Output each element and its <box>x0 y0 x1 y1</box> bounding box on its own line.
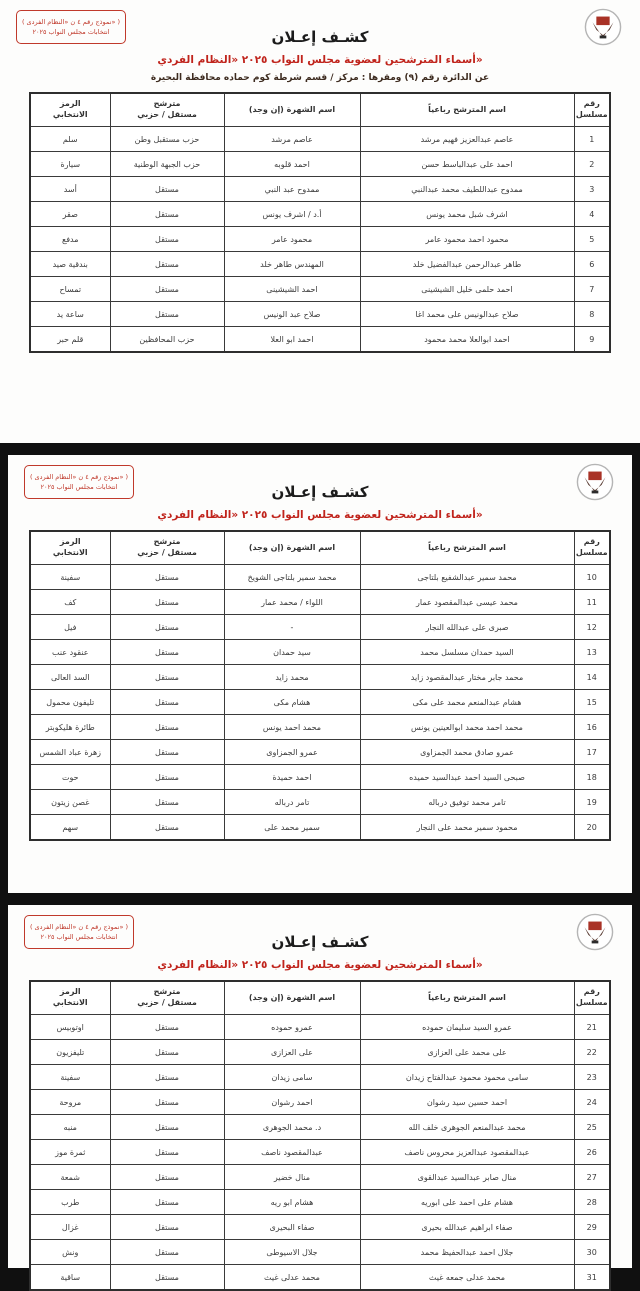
cell-party: مستقل <box>110 640 224 665</box>
cell-name: طاهر عبدالرحمن عبدالفضيل خلد <box>360 252 574 277</box>
col-serial: رقم مسلسل <box>574 981 610 1015</box>
col-serial: رقم مسلسل <box>574 531 610 565</box>
cell-symbol: تليفون محمول <box>30 690 110 715</box>
cell-symbol: سيارة <box>30 152 110 177</box>
cell-no: 22 <box>574 1040 610 1065</box>
cell-fame: تامر درباله <box>224 790 360 815</box>
cell-name: منال صابر عبدالسيد عبدالقوى <box>360 1165 574 1190</box>
cell-name: صبحى السيد احمد عبدالسيد حميده <box>360 765 574 790</box>
page-subtitle: أسماء المترشحين لعضوية مجلس النواب ٢٠٢٥ «النظام الفردي» <box>157 54 483 66</box>
cell-no: 15 <box>574 690 610 715</box>
cell-name: احمد حلمى خليل الشيشينى <box>360 277 574 302</box>
cell-symbol: ونش <box>30 1240 110 1265</box>
cell-no: 27 <box>574 1165 610 1190</box>
table-row <box>30 715 610 740</box>
cell-name: اشرف شبل محمد يونس <box>360 202 574 227</box>
cell-symbol: مدفع <box>30 227 110 252</box>
table-row <box>30 615 610 640</box>
cell-name: محمد عبدالمنعم الجوهرى خلف الله <box>360 1115 574 1140</box>
cell-no: 16 <box>574 715 610 740</box>
cell-no: 7 <box>574 277 610 302</box>
cell-party: مستقل <box>110 177 224 202</box>
table-row <box>30 640 610 665</box>
cell-name: عمرو صادق محمد الجمزاوى <box>360 740 574 765</box>
table-row <box>30 152 610 177</box>
cell-no: 2 <box>574 152 610 177</box>
cell-name: عاصم عبدالعزيز فهيم مرشد <box>360 127 574 152</box>
cell-party: مستقل <box>110 1140 224 1165</box>
cell-no: 1 <box>574 127 610 152</box>
cell-fame: صفاء البحيرى <box>224 1215 360 1240</box>
cell-name: ممدوح عبداللطيف محمد عبدالنبي <box>360 177 574 202</box>
cell-no: 21 <box>574 1015 610 1040</box>
cell-name: صفاء ابراهيم عبدالله بحيرى <box>360 1215 574 1240</box>
cell-party: مستقل <box>110 565 224 590</box>
cell-party: مستقل <box>110 815 224 841</box>
cell-fame: محمد عدلى غيث <box>224 1265 360 1291</box>
form-number-stamp <box>24 465 134 499</box>
table-row <box>30 1015 610 1040</box>
cell-fame: احمد الشيشينى <box>224 277 360 302</box>
table-row <box>30 1065 610 1090</box>
cell-no: 25 <box>574 1115 610 1140</box>
page-title: كشـف إعـلان <box>271 28 369 46</box>
cell-symbol: ثمرة موز <box>30 1140 110 1165</box>
cell-fame: عمرو حموده <box>224 1015 360 1040</box>
table-row <box>30 202 610 227</box>
cell-name: محمد عيسى عبدالمقصود عمار <box>360 590 574 615</box>
egypt-eagle-logo-icon <box>576 463 614 501</box>
announcement-page-3 <box>8 905 632 1282</box>
cell-fame: هشام مكى <box>224 690 360 715</box>
cell-party: مستقل <box>110 615 224 640</box>
cell-symbol: سفينة <box>30 1065 110 1090</box>
cell-party: حزب المحافظين <box>110 327 224 353</box>
cell-symbol: بندقية صيد <box>30 252 110 277</box>
table-row <box>30 277 610 302</box>
cell-name: محمد سمير عبدالشفيع بلتاجى <box>360 565 574 590</box>
table-row <box>30 690 610 715</box>
cell-no: 3 <box>574 177 610 202</box>
col-fame: اسم الشهرة (إن وجد) <box>224 531 360 565</box>
cell-party: مستقل <box>110 715 224 740</box>
cell-fame: محمد زايد <box>224 665 360 690</box>
table-row <box>30 227 610 252</box>
table-row <box>30 252 610 277</box>
election-year-line: انتخابات مجلس النواب ٢٠٢٥ <box>40 932 118 941</box>
cell-name: عمرو السيد سليمان حموده <box>360 1015 574 1040</box>
cell-symbol: فيل <box>30 615 110 640</box>
cell-party: مستقل <box>110 1165 224 1190</box>
cell-name: محمد احمد محمد ابوالعينين يونس <box>360 715 574 740</box>
cell-fame: محمد احمد يونس <box>224 715 360 740</box>
col-name: اسم المترشح رباعياً <box>360 93 574 127</box>
cell-name: محمد عدلى جمعه غيث <box>360 1265 574 1291</box>
candidates-table-1 <box>29 92 611 353</box>
cell-party: مستقل <box>110 277 224 302</box>
page-title: كشـف إعـلان <box>271 933 369 951</box>
cell-name: السيد حمدان مسلسل محمد <box>360 640 574 665</box>
cell-no: 6 <box>574 252 610 277</box>
cell-no: 10 <box>574 565 610 590</box>
cell-symbol: اوتوبيس <box>30 1015 110 1040</box>
cell-no: 28 <box>574 1190 610 1215</box>
cell-symbol: صقر <box>30 202 110 227</box>
table-header-row <box>30 981 610 1015</box>
cell-party: مستقل <box>110 1265 224 1291</box>
cell-party: مستقل <box>110 1215 224 1240</box>
cell-fame: احمد قلوبه <box>224 152 360 177</box>
cell-name: على محمد على العزازى <box>360 1040 574 1065</box>
cell-symbol: منبه <box>30 1115 110 1140</box>
cell-symbol: طرب <box>30 1190 110 1215</box>
cell-party: مستقل <box>110 740 224 765</box>
cell-fame: عمرو الجمزاوى <box>224 740 360 765</box>
cell-party: مستقل <box>110 227 224 252</box>
cell-symbol: غزال <box>30 1215 110 1240</box>
cell-name: صلاح عبدالونيس على محمد اغا <box>360 302 574 327</box>
cell-no: 24 <box>574 1090 610 1115</box>
cell-name: احمد ابوالعلا محمد محمود <box>360 327 574 353</box>
table-row <box>30 1215 610 1240</box>
cell-no: 17 <box>574 740 610 765</box>
cell-fame: اللواء / محمد عمار <box>224 590 360 615</box>
cell-name: تامر محمد توفيق درباله <box>360 790 574 815</box>
cell-symbol: مروحة <box>30 1090 110 1115</box>
cell-symbol: زهرة عباد الشمس <box>30 740 110 765</box>
announcement-page-1 <box>0 0 640 443</box>
cell-no: 30 <box>574 1240 610 1265</box>
election-year-line: انتخابات مجلس النواب ٢٠٢٥ <box>40 482 118 491</box>
cell-fame: احمد رشوان <box>224 1090 360 1115</box>
candidates-table-3 <box>29 980 611 1291</box>
cell-party: مستقل <box>110 765 224 790</box>
table-row <box>30 1090 610 1115</box>
table-row <box>30 565 610 590</box>
cell-symbol: ساعة يد <box>30 302 110 327</box>
cell-no: 18 <box>574 765 610 790</box>
table-row <box>30 1190 610 1215</box>
col-serial: رقم مسلسل <box>574 93 610 127</box>
cell-name: محمود سمير محمد على النجار <box>360 815 574 841</box>
cell-fame: على العزازى <box>224 1040 360 1065</box>
form-number-line: ( نموذج رقم ٤ ن «النظام الفردى» ) <box>21 18 121 27</box>
table-row <box>30 1040 610 1065</box>
col-name: اسم المترشح رباعياً <box>360 531 574 565</box>
cell-no: 19 <box>574 790 610 815</box>
table-row <box>30 815 610 841</box>
cell-fame: احمد حميدة <box>224 765 360 790</box>
col-name: اسم المترشح رباعياً <box>360 981 574 1015</box>
cell-name: سامى محمود محمود عبدالفتاح زيدان <box>360 1065 574 1090</box>
cell-fame: صلاح عبد الونيس <box>224 302 360 327</box>
candidates-table-2 <box>29 530 611 841</box>
cell-no: 8 <box>574 302 610 327</box>
cell-name: احمد على عبدالباسط حسن <box>360 152 574 177</box>
cell-no: 12 <box>574 615 610 640</box>
table-row <box>30 127 610 152</box>
table-header-row <box>30 531 610 565</box>
form-number-line: ( نموذج رقم ٤ ن «النظام الفردى» ) <box>29 473 129 482</box>
form-number-line: ( نموذج رقم ٤ ن «النظام الفردى» ) <box>29 923 129 932</box>
col-party: مترشح مستقل / حزبي <box>110 531 224 565</box>
announcement-page-2 <box>8 455 632 893</box>
cell-party: مستقل <box>110 1065 224 1090</box>
cell-fame: د. محمد الجوهرى <box>224 1115 360 1140</box>
cell-fame: سيد حمدان <box>224 640 360 665</box>
cell-fame: هشام ابو ريه <box>224 1190 360 1215</box>
cell-no: 14 <box>574 665 610 690</box>
cell-symbol: حوت <box>30 765 110 790</box>
cell-symbol: سهم <box>30 815 110 841</box>
cell-party: مستقل <box>110 790 224 815</box>
cell-fame: محمود عامر <box>224 227 360 252</box>
cell-no: 13 <box>574 640 610 665</box>
cell-name: هشام عبدالمنعم محمد على مكى <box>360 690 574 715</box>
col-symbol: الرمز الانتخابي <box>30 981 110 1015</box>
cell-fame: منال خضير <box>224 1165 360 1190</box>
col-party: مترشح مستقل / حزبي <box>110 981 224 1015</box>
cell-no: 4 <box>574 202 610 227</box>
col-fame: اسم الشهرة (إن وجد) <box>224 981 360 1015</box>
cell-name: عبدالمقصود عبدالعزيز محروس ناصف <box>360 1140 574 1165</box>
table-header-row <box>30 93 610 127</box>
table-row <box>30 1240 610 1265</box>
table-row <box>30 765 610 790</box>
cell-party: حزب مستقبل وطن <box>110 127 224 152</box>
table-row <box>30 1265 610 1291</box>
cell-fame: - <box>224 615 360 640</box>
form-number-stamp <box>16 10 126 44</box>
cell-party: حزب الجبهة الوطنية <box>110 152 224 177</box>
table-row <box>30 740 610 765</box>
cell-fame: احمد ابو العلا <box>224 327 360 353</box>
cell-party: مستقل <box>110 665 224 690</box>
cell-fame: سامى زيدان <box>224 1065 360 1090</box>
election-year-line: انتخابات مجلس النواب ٢٠٢٥ <box>32 27 110 36</box>
table-row <box>30 327 610 353</box>
cell-party: مستقل <box>110 1090 224 1115</box>
cell-fame: ممدوح عبد النبي <box>224 177 360 202</box>
cell-party: مستقل <box>110 1115 224 1140</box>
cell-symbol: سفينة <box>30 565 110 590</box>
cell-symbol: أسد <box>30 177 110 202</box>
table-row <box>30 790 610 815</box>
cell-party: مستقل <box>110 1040 224 1065</box>
table-row <box>30 590 610 615</box>
cell-name: جلال احمد عبدالحفيظ محمد <box>360 1240 574 1265</box>
cell-party: مستقل <box>110 202 224 227</box>
col-fame: اسم الشهرة (إن وجد) <box>224 93 360 127</box>
col-party: مترشح مستقل / حزبي <box>110 93 224 127</box>
cell-fame: عاصم مرشد <box>224 127 360 152</box>
cell-symbol: ساقية <box>30 1265 110 1291</box>
cell-no: 26 <box>574 1140 610 1165</box>
cell-party: مستقل <box>110 302 224 327</box>
cell-fame: محمد سمير بلتاجى الشويخ <box>224 565 360 590</box>
cell-fame: المهندس طاهر خلد <box>224 252 360 277</box>
cell-name: محمود احمد محمود عامر <box>360 227 574 252</box>
egypt-eagle-logo-icon <box>584 8 622 46</box>
district-line: عن الدائرة رقم (٩) ومقرها : مركز / قسم شرطة كوم حماده محافظة البحيرة <box>150 73 490 83</box>
cell-symbol: سلم <box>30 127 110 152</box>
cell-name: محمد جابر مختار عبدالمقصود زايد <box>360 665 574 690</box>
cell-name: احمد حسين سيد رشوان <box>360 1090 574 1115</box>
cell-symbol: طائرة هليكوبتر <box>30 715 110 740</box>
cell-symbol: السد العالى <box>30 665 110 690</box>
table-row <box>30 665 610 690</box>
col-symbol: الرمز الانتخابي <box>30 531 110 565</box>
cell-no: 9 <box>574 327 610 353</box>
cell-party: مستقل <box>110 1015 224 1040</box>
cell-symbol: تمساح <box>30 277 110 302</box>
cell-symbol: كف <box>30 590 110 615</box>
cell-symbol: عنقود عنب <box>30 640 110 665</box>
cell-name: صبرى على عبدالله النجار <box>360 615 574 640</box>
egypt-eagle-logo-icon <box>576 913 614 951</box>
table-row <box>30 1115 610 1140</box>
cell-no: 23 <box>574 1065 610 1090</box>
cell-fame: سمير محمد على <box>224 815 360 841</box>
cell-symbol: غصن زيتون <box>30 790 110 815</box>
cell-fame: عبدالمقصود ناصف <box>224 1140 360 1165</box>
col-symbol: الرمز الانتخابي <box>30 93 110 127</box>
cell-party: مستقل <box>110 1240 224 1265</box>
table-row <box>30 1165 610 1190</box>
cell-party: مستقل <box>110 252 224 277</box>
table-row <box>30 302 610 327</box>
cell-no: 5 <box>574 227 610 252</box>
cell-party: مستقل <box>110 590 224 615</box>
cell-name: هشام على احمد على ابوريه <box>360 1190 574 1215</box>
cell-party: مستقل <box>110 1190 224 1215</box>
cell-symbol: شمعة <box>30 1165 110 1190</box>
cell-fame: جلال الاسيوطى <box>224 1240 360 1265</box>
table-row <box>30 177 610 202</box>
cell-symbol: تليفزيون <box>30 1040 110 1065</box>
cell-party: مستقل <box>110 690 224 715</box>
page-title: كشـف إعـلان <box>271 483 369 501</box>
cell-no: 29 <box>574 1215 610 1240</box>
cell-no: 20 <box>574 815 610 841</box>
table-row <box>30 1140 610 1165</box>
cell-no: 31 <box>574 1265 610 1291</box>
cell-no: 11 <box>574 590 610 615</box>
form-number-stamp <box>24 915 134 949</box>
page-subtitle: أسماء المترشحين لعضوية مجلس النواب ٢٠٢٥ «النظام الفردي» <box>157 959 483 971</box>
cell-symbol: قلم حبر <box>30 327 110 353</box>
cell-fame: أ.د / اشرف يونس <box>224 202 360 227</box>
page-subtitle: أسماء المترشحين لعضوية مجلس النواب ٢٠٢٥ «النظام الفردي» <box>157 509 483 521</box>
